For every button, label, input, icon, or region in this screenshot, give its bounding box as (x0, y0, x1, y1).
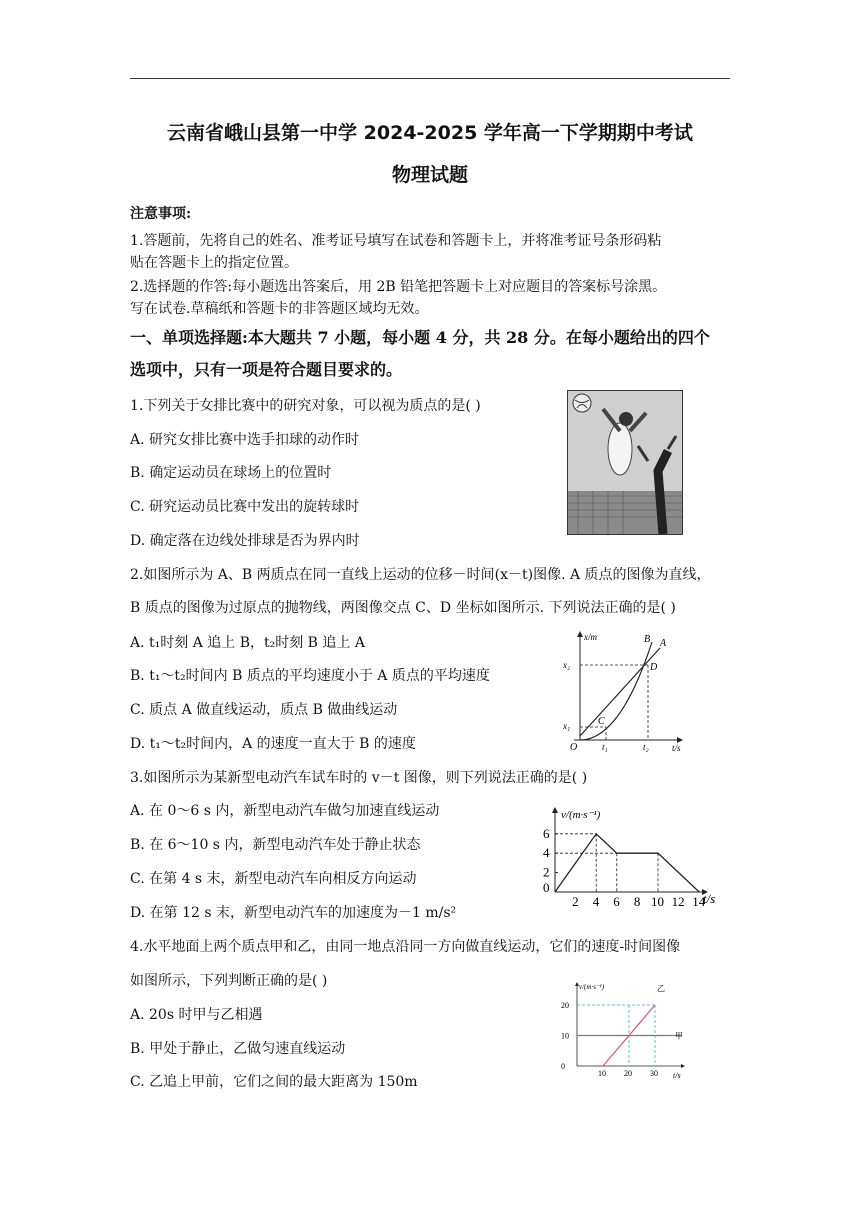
q3-stem: 3.如图所示为某新型电动汽车试车时的 v－t 图像，则下列说法正确的是( ) (130, 770, 588, 786)
notice-line: 贴在答题卡上的指定位置。 (130, 255, 298, 271)
q4-vt-chart (555, 980, 695, 1085)
q2-option-a: A. t₁时刻 A 追上 B，t₂时刻 B 追上 A (130, 635, 365, 651)
volleyball-photo (567, 390, 683, 535)
q1-option-b: B. 确定运动员在球场上的位置时 (130, 465, 332, 481)
x-axis-label: t/s (703, 891, 716, 906)
notice-line: 1.答题前，先将自己的姓名、准考证号填写在试卷和答题卡上，并将准考证号条形码粘 (130, 233, 662, 249)
t1-label: t₁ (602, 742, 608, 752)
exam-title: 云南省峨山县第一中学 2024-2025 学年高一下学期期中考试 (167, 122, 693, 144)
y-axis-label: x/m (584, 632, 597, 642)
notice-line: 写在试卷.草稿纸和答题卡的非答题区域均无效。 (130, 301, 429, 317)
q1-stem: 1.下列关于女排比赛中的研究对象，可以视为质点的是( ) (130, 398, 481, 414)
y-tick-label: 0 (561, 1062, 565, 1071)
notice-line: 2.选择题的作答:每小题选出答案后，用 2B 铅笔把答题卡上对应题目的答案标号涂黑。 (130, 279, 667, 295)
q2-xt-graph (560, 628, 690, 754)
x-axis-label: t/s (672, 743, 681, 753)
x2-label: x₂ (563, 660, 571, 670)
y-tick-label: 2 (543, 864, 550, 880)
q4-option-c: C. 乙追上甲前，它们之间的最大距离为 150m (130, 1074, 418, 1090)
q1-option-d: D. 确定落在边线处排球是否为界内时 (130, 533, 360, 549)
x-tick-label: 10 (598, 1069, 606, 1078)
x-tick-label: 6 (613, 894, 620, 909)
x-tick-label: 8 (633, 894, 641, 909)
series-label: 甲 (675, 1031, 683, 1041)
q3-option-b: B. 在 6～10 s 内，新型电动汽车处于静止状态 (130, 837, 421, 853)
q2-stem: 2.如图所示为 A、B 两质点在同一直线上运动的位移－时间(x－t)图像. A 质点的图像为直线， (130, 567, 711, 583)
q1-option-a: A. 研究女排比赛中选手扣球的动作时 (130, 432, 360, 448)
q1-option-c: C. 研究运动员比赛中发出的旋转球时 (130, 499, 360, 515)
series-label: 乙 (657, 984, 665, 993)
y-axis-label: v/(m·s⁻¹) (579, 983, 605, 991)
y-tick-label: 10 (561, 1031, 569, 1041)
q2-stem-cont: B 质点的图像为过原点的抛物线，两图像交点 C、D 坐标如图所示. 下列说法正确的是( ) (130, 600, 676, 616)
label-b: B (644, 634, 651, 645)
x-tick-label: 20 (624, 1069, 632, 1078)
label-c: C (598, 716, 605, 727)
y-tick-label: 6 (543, 825, 550, 841)
q4-stem-cont: 如图所示，下列判断正确的是( ) (130, 973, 328, 989)
x-tick-label: 2 (572, 894, 579, 909)
label-d: D (650, 662, 658, 673)
q2-option-b: B. t₁～t₂时间内 B 质点的平均速度小于 A 质点的平均速度 (130, 668, 490, 684)
y-tick-label: 4 (543, 845, 550, 861)
q4-stem: 4.水平地面上两个质点甲和乙，由同一地点沿同一方向做直线运动，它们的速度-时间图像 (130, 939, 681, 955)
x-tick-label: 14 (692, 894, 706, 909)
y-axis-label: v/(m·s⁻¹) (561, 809, 601, 821)
label-a: A (660, 638, 667, 649)
t2-label: t₂ (643, 742, 649, 752)
y-tick-label: 20 (561, 1001, 569, 1010)
q4-option-b: B. 甲处于静止，乙做匀速直线运动 (130, 1041, 346, 1057)
section-heading-cont: 选项中，只有一项是符合题目要求的。 (130, 360, 403, 379)
x-tick-label: 30 (650, 1069, 658, 1078)
notice-heading: 注意事项: (130, 206, 192, 222)
q4-option-a: A. 20s 时甲与乙相遇 (130, 1007, 263, 1023)
velocity-line (555, 834, 699, 892)
q3-vt-chart (535, 805, 735, 910)
x-tick-label: 0 (543, 880, 550, 895)
q3-option-a: A. 在 0～6 s 内，新型电动汽车做匀加速直线运动 (130, 803, 440, 819)
x-tick-label: 12 (671, 894, 685, 909)
q3-option-c: C. 在第 4 s 末，新型电动汽车向相反方向运动 (130, 871, 417, 887)
x-axis-label: t/s (673, 1071, 681, 1080)
x-tick-label: 4 (592, 894, 600, 909)
x-tick-label: 10 (651, 894, 664, 909)
origin-label: O (570, 742, 578, 753)
exam-subtitle: 物理试题 (391, 164, 468, 186)
q3-option-d: D. 在第 12 s 末，新型电动汽车的加速度为－1 m/s² (130, 905, 457, 921)
x1-label: x₁ (563, 721, 571, 731)
section-heading: 一、单项选择题:本大题共 7 小题，每小题 4 分，共 28 分。在每小题给出的四个 (130, 328, 710, 347)
q2-option-d: D. t₁～t₂时间内，A 的速度一直大于 B 的速度 (130, 736, 416, 752)
q2-option-c: C. 质点 A 做直线运动，质点 B 做曲线运动 (130, 702, 398, 718)
curve-b (580, 642, 652, 740)
top-rule (130, 78, 730, 79)
